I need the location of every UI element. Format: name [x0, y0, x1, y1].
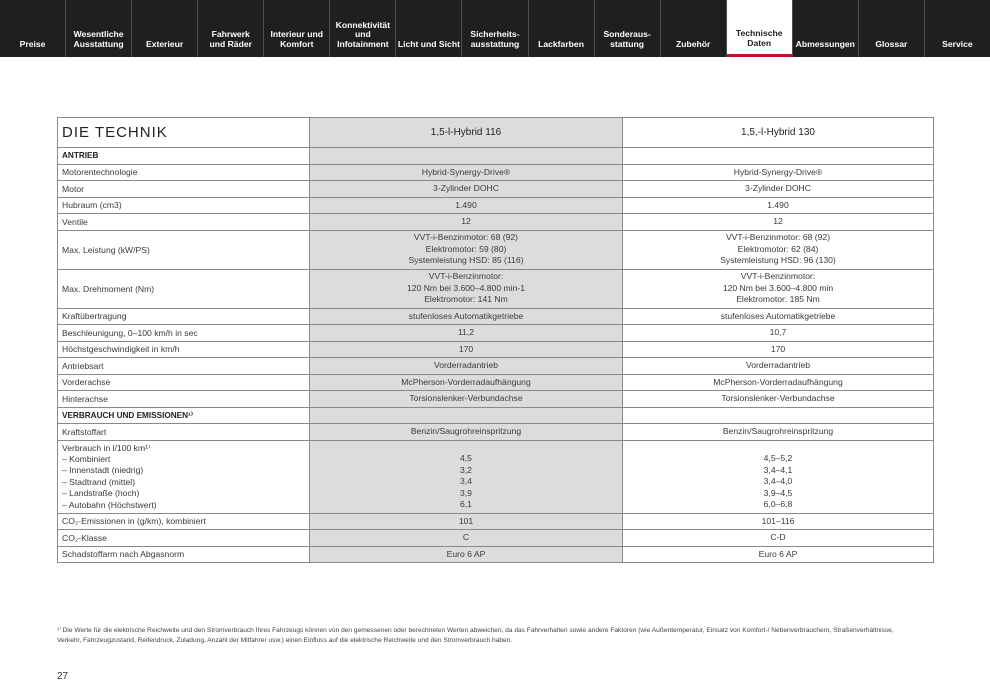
technical-data-table [57, 117, 934, 563]
column-header-hybrid-116: 1,5-l-Hybrid 116 [309, 118, 622, 147]
table-row [58, 230, 933, 269]
value-hybrid-130: Torsionslenker-Verbundachse [622, 391, 933, 407]
spec-label: CO₂-Emissionen in (g/km), kombiniert [62, 516, 206, 527]
value-hybrid-130: 10,7 [622, 325, 933, 341]
nav-preise[interactable]: Preise [0, 0, 66, 57]
top-navigation [0, 0, 990, 57]
spec-label: Antriebsart [62, 360, 104, 371]
nav-sonderausstattung[interactable]: Sonderaus- stattung [595, 0, 661, 57]
table-row [58, 269, 933, 308]
value-hybrid-116: C [309, 530, 622, 546]
value-hybrid-116: Benzin/Saugrohreinspritzung [309, 424, 622, 440]
value-hybrid-116: 11,2 [309, 325, 622, 341]
table-row [58, 357, 933, 374]
table-row [58, 197, 933, 214]
value-hybrid-130: 1.490 [622, 198, 933, 214]
section-spacer [622, 408, 933, 424]
spec-label: Max. Leistung (kW/PS) [62, 244, 150, 255]
value-hybrid-130: 101–116 [622, 514, 933, 530]
table-row [58, 513, 933, 530]
spec-label: Kraftübertragung [62, 311, 127, 322]
value-hybrid-116: Euro 6 AP [309, 547, 622, 563]
spec-label: Hubraum (cm3) [62, 200, 122, 211]
nav-sicherheit[interactable]: Sicherheits- ausstattung [462, 0, 528, 57]
value-hybrid-116: Hybrid-Synergy-Drive® [309, 165, 622, 181]
table-row [58, 164, 933, 181]
table-row [58, 374, 933, 391]
value-hybrid-130: VVT-i-Benzinmotor: 120 Nm bei 3.600–4.800 min Elektromotor: 185 Nm [622, 270, 933, 308]
table-row [58, 529, 933, 546]
spec-label: Motor [62, 183, 84, 194]
table-row [58, 213, 933, 230]
table-header-row [58, 118, 933, 147]
value-hybrid-116: 4,5 3,2 3,4 3,9 6,1 [309, 441, 622, 513]
column-header-hybrid-130: 1,5,-l-Hybrid 130 [622, 118, 933, 147]
value-hybrid-130: stufenloses Automatikgetriebe [622, 309, 933, 325]
section-spacer [622, 148, 933, 164]
spec-label: Beschleunigung, 0–100 km/h in sec [62, 327, 198, 338]
value-hybrid-130: Hybrid-Synergy-Drive® [622, 165, 933, 181]
value-hybrid-130: Euro 6 AP [622, 547, 933, 563]
spec-label: Höchstgeschwindigkeit in km/h [62, 344, 180, 355]
nav-exterieur[interactable]: Exterieur [132, 0, 198, 57]
value-hybrid-130: 3-Zylinder DOHC [622, 181, 933, 197]
spec-label: Max. Drehmoment (Nm) [62, 283, 155, 294]
value-hybrid-130: McPherson-Vorderradaufhängung [622, 375, 933, 391]
nav-fahrwerk[interactable]: Fahrwerk und Räder [198, 0, 264, 57]
value-hybrid-116: 170 [309, 342, 622, 358]
spec-label: Kraftstoffart [62, 426, 107, 437]
nav-interieur[interactable]: Interieur und Komfort [264, 0, 330, 57]
table-row [58, 180, 933, 197]
nav-glossar[interactable]: Glossar [859, 0, 925, 57]
value-hybrid-130: VVT-i-Benzinmotor: 68 (92) Elektromotor: 62 (84) Systemleistung HSD: 96 (130) [622, 231, 933, 269]
page-number: 27 [57, 671, 69, 682]
value-hybrid-116: 1.490 [309, 198, 622, 214]
value-hybrid-130: 12 [622, 214, 933, 230]
value-hybrid-130: C-D [622, 530, 933, 546]
value-hybrid-116: VVT-i-Benzinmotor: 120 Nm bei 3.600–4.800 min-1 Elektromotor: 141 Nm [309, 270, 622, 308]
value-hybrid-116: Torsionslenker-Verbundachse [309, 391, 622, 407]
section-label: VERBRAUCH UND EMISSIONEN¹⁾ [62, 411, 194, 421]
nav-zubehoer[interactable]: Zubehör [661, 0, 727, 57]
value-hybrid-116: Vorderradantrieb [309, 358, 622, 374]
value-hybrid-116: McPherson-Vorderradaufhängung [309, 375, 622, 391]
table-row [58, 324, 933, 341]
value-hybrid-116: 12 [309, 214, 622, 230]
nav-abmessungen[interactable]: Abmessungen [793, 0, 859, 57]
nav-service[interactable]: Service [942, 38, 973, 49]
table-row [58, 308, 933, 325]
value-hybrid-116: 3-Zylinder DOHC [309, 181, 622, 197]
spec-label: Hinterachse [62, 393, 108, 404]
nav-lackfarben[interactable]: Lackfarben [529, 0, 595, 57]
nav-licht[interactable]: Licht und Sicht [396, 0, 462, 57]
table-row [58, 423, 933, 440]
spec-label: Ventile [62, 216, 88, 227]
table-row [58, 341, 933, 358]
spec-label: Schadstoffarm nach Abgasnorm [62, 549, 185, 560]
table-row [58, 390, 933, 407]
spec-label: Motorentechnologie [62, 167, 138, 178]
section-label: ANTRIEB [62, 151, 99, 161]
section-row [58, 147, 933, 164]
spec-label: CO₂-Klasse [62, 532, 107, 543]
nav-wesentliche-ausstattung[interactable]: Wesentliche Ausstattung [66, 0, 132, 57]
value-hybrid-116: stufenloses Automatikgetriebe [309, 309, 622, 325]
table-title: DIE TECHNIK [62, 124, 168, 141]
value-hybrid-116: VVT-i-Benzinmotor: 68 (92) Elektromotor: 59 (80) Systemleistung HSD: 85 (116) [309, 231, 622, 269]
section-row [58, 407, 933, 424]
table-row [58, 546, 933, 563]
value-hybrid-130: Benzin/Saugrohreinspritzung [622, 424, 933, 440]
spec-label: Vorderachse [62, 377, 111, 388]
value-hybrid-130: 170 [622, 342, 933, 358]
value-hybrid-130: Vorderradantrieb [622, 358, 933, 374]
section-spacer [309, 408, 622, 424]
footnote: ¹⁾ Die Werte für die elektrische Reichweite und den Stromverbrauch Ihres Fahrzeugs können von den gemessenen oder berechneten Werten abweichen, da das Fahrverhalten sowie andere Faktoren (wie Außentemperatur, Einsatz von Komfort-/ Nebenverbrauchern, Straßenverhältnisse, Verkehr, Fahrzeugzustand, Reifendruck, Zuladung, Anzahl der Mitfahrer usw.) einen Einfluss auf die elektrische Reichweite und den Stromverbrauch haben. [57, 627, 894, 644]
nav-technische-daten[interactable]: Technische Daten [727, 0, 793, 57]
value-hybrid-130: 4,5–5,2 3,4–4,1 3,4–4,0 3,9–4,5 6,0–6,8 [622, 441, 933, 513]
table-row [58, 440, 933, 513]
value-hybrid-116: 101 [309, 514, 622, 530]
section-spacer [309, 148, 622, 164]
spec-label: Verbrauch in l/100 km¹⁾ – Kombiniert – Innenstadt (niedrig) – Stadtrand (mittel) – Landstraße (hoch) – Autobahn (Höchstwert) [62, 442, 157, 510]
nav-konnektivitaet[interactable]: Konnektivität und Infotainment [330, 0, 396, 57]
